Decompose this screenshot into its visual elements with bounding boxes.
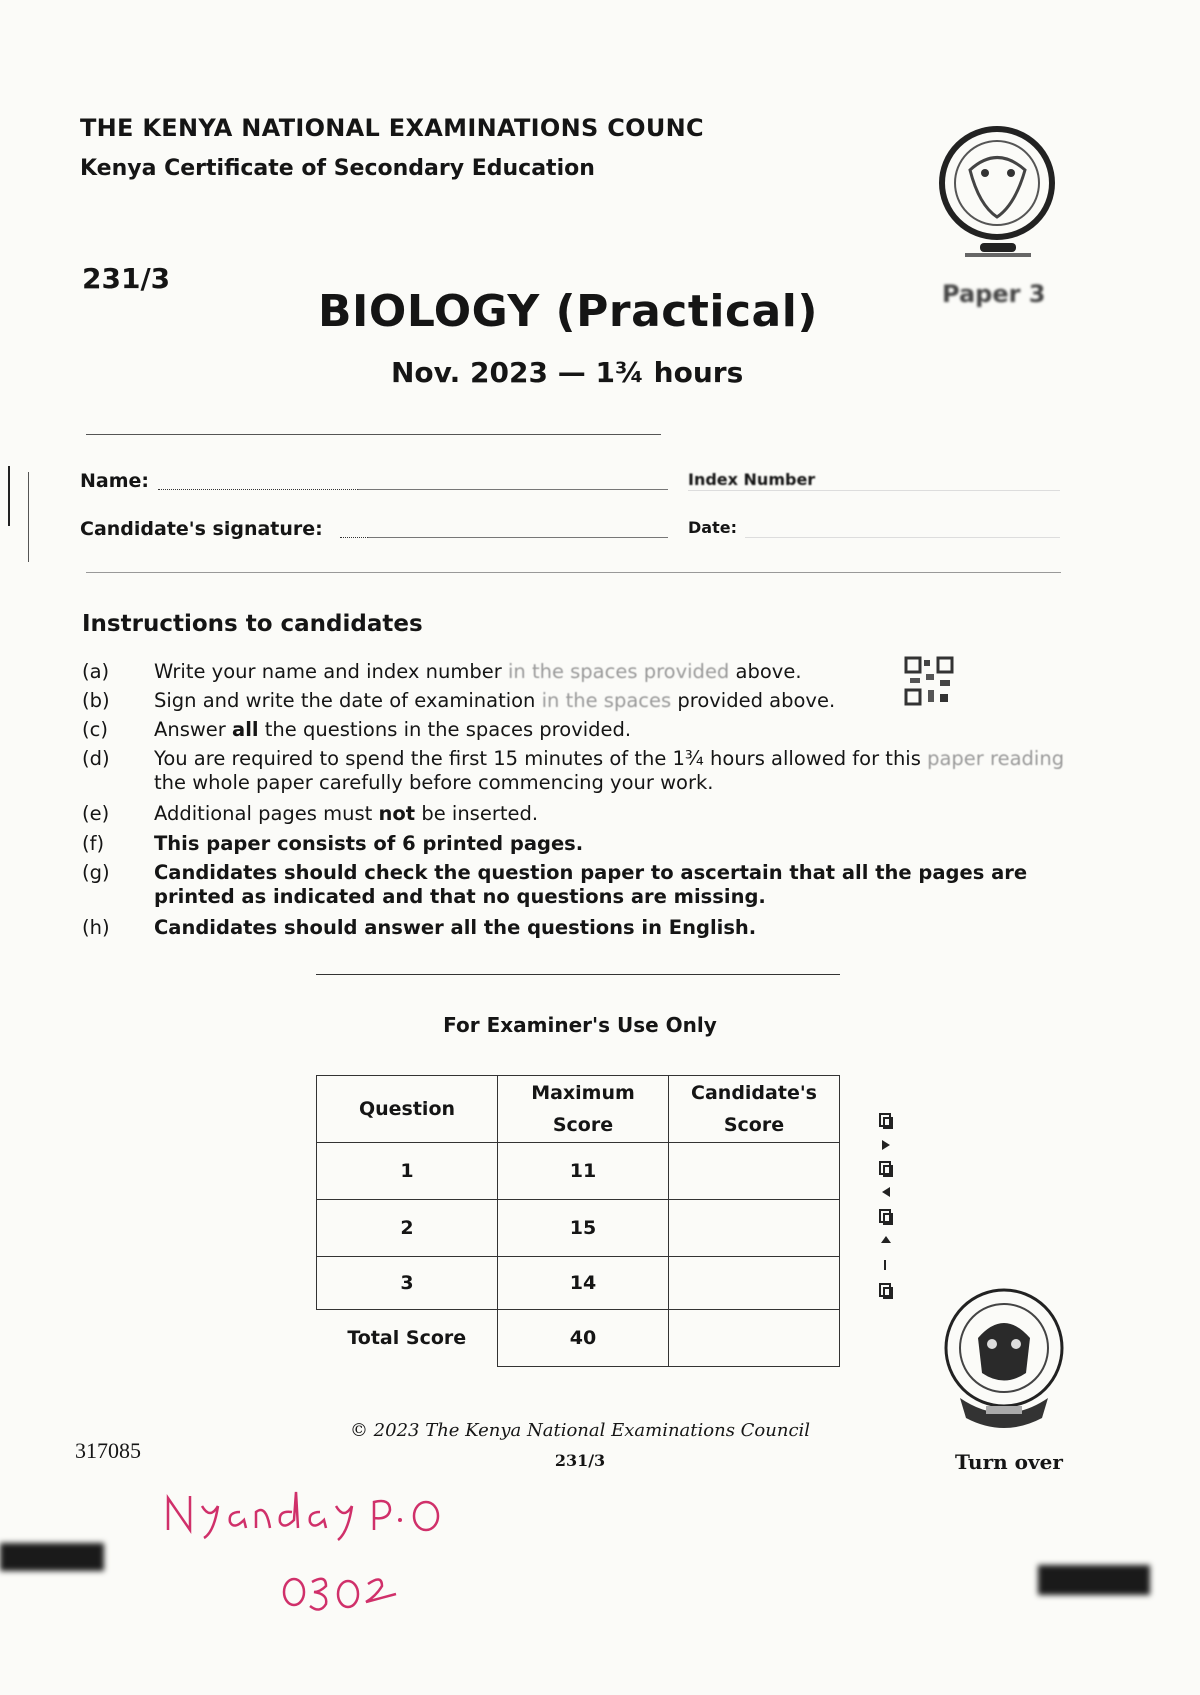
instruction-text: Additional pages must (154, 802, 379, 825)
candidate-score-cell[interactable] (669, 1257, 840, 1310)
instruction-text: above. (729, 660, 802, 683)
knec-stamp-icon (938, 1278, 1070, 1443)
copyright-notice: © 2023 The Kenya National Examinations Council (349, 1420, 811, 1441)
name-label: Name: (80, 470, 150, 492)
redaction-mark (1038, 1565, 1150, 1595)
instruction-text: printed as indicated and that no questions are missing. (154, 885, 766, 908)
scan-margin-mark (8, 466, 10, 526)
session-duration: Nov. 2023 — 1¾ hours (391, 356, 744, 389)
instruction-text: be inserted. (415, 802, 539, 825)
knec-logo-icon (935, 125, 1065, 275)
paper-label: Paper 3 (942, 280, 1046, 308)
instruction-text-bold: all (232, 718, 259, 741)
header-text: Score (723, 1114, 785, 1136)
header-text: Maximum (531, 1082, 635, 1104)
instruction-text: Sign and write the date of examination (154, 689, 542, 712)
instruction-letter: (b) (82, 689, 110, 712)
barcode-symbols-icon (876, 1108, 900, 1308)
divider (316, 974, 840, 975)
serial-number: 317085 (75, 1438, 141, 1463)
subject-title: BIOLOGY (Practical) (318, 286, 818, 337)
instruction-letter: (d) (82, 747, 110, 770)
signature-label: Candidate's signature: (80, 518, 323, 540)
instruction-text: provided above. (671, 689, 836, 712)
header-maximum-score (498, 1076, 669, 1143)
instructions-title: Instructions to candidates (82, 611, 423, 637)
scan-margin-mark (28, 472, 29, 562)
candidate-score-cell[interactable] (669, 1143, 840, 1200)
examiner-heading: For Examiner's Use Only (443, 1013, 717, 1037)
question-number: 3 (317, 1257, 498, 1310)
date-field[interactable] (745, 537, 1060, 538)
name-field[interactable] (158, 489, 358, 490)
divider (86, 434, 661, 435)
instruction-letter: (f) (82, 832, 105, 855)
instruction-text-faded: in the spaces (541, 689, 672, 712)
instruction-text: the questions in the spaces provided. (258, 718, 632, 741)
redaction-mark (0, 1543, 104, 1571)
maximum-score: 15 (498, 1200, 669, 1257)
table-row (317, 1200, 840, 1257)
name-line (358, 489, 668, 490)
header-question: Question (317, 1076, 498, 1143)
handwriting-1 (160, 1490, 460, 1630)
instruction-text: You are required to spend the first 15 minutes of the 1¾ hours allowed for this (154, 747, 928, 770)
qr-code-icon (904, 656, 954, 706)
instruction-text: Answer (154, 718, 233, 741)
instruction-letter: (e) (82, 802, 110, 825)
total-score-label: Total Score (347, 1327, 467, 1349)
maximum-score: 11 (498, 1143, 669, 1200)
council-name: THE KENYA NATIONAL EXAMINATIONS COUNC (80, 114, 704, 142)
footer-paper-code: 231/3 (554, 1451, 606, 1470)
table-row (317, 1257, 840, 1310)
turn-over-label: Turn over (955, 1450, 1063, 1474)
header-text: Candidate's (691, 1082, 817, 1104)
instruction-text-faded: paper reading (927, 747, 1065, 770)
certificate-title: Kenya Certificate of Secondary Education (80, 156, 595, 181)
date-label: Date: (688, 518, 737, 537)
instruction-letter: (c) (82, 718, 108, 741)
instruction-text: Candidates should answer all the questions in English. (154, 916, 757, 939)
paper-code: 231/3 (82, 262, 171, 295)
instruction-text: This paper consists of 6 printed pages. (154, 832, 584, 855)
candidate-score-cell[interactable] (669, 1200, 840, 1257)
instruction-text-bold: not (378, 802, 416, 825)
instruction-text: Candidates should check the question paper to ascertain that all the pages are (154, 861, 1028, 884)
divider (86, 572, 1061, 573)
signature-line (368, 537, 668, 538)
total-candidate-score-cell[interactable] (669, 1310, 840, 1367)
instruction-text: the whole paper carefully before commencing your work. (154, 771, 714, 794)
instruction-text: Write your name and index number (154, 660, 508, 683)
total-maximum-score: 40 (498, 1310, 669, 1367)
table-row (317, 1143, 840, 1200)
total-row (317, 1310, 840, 1367)
instruction-letter: (h) (82, 916, 110, 939)
question-number: 1 (317, 1143, 498, 1200)
instruction-letter: (g) (82, 861, 110, 884)
question-number: 2 (317, 1200, 498, 1257)
table-header-row (317, 1076, 840, 1143)
index-number-label: Index Number (688, 470, 816, 489)
maximum-score: 14 (498, 1257, 669, 1310)
instruction-text-faded: in the spaces provided (507, 660, 730, 683)
signature-field[interactable] (340, 537, 368, 538)
score-table (316, 1075, 840, 1367)
header-text: Score (552, 1114, 614, 1136)
header-candidate-score (669, 1076, 840, 1143)
index-number-field[interactable] (688, 490, 1060, 491)
instruction-letter: (a) (82, 660, 110, 683)
